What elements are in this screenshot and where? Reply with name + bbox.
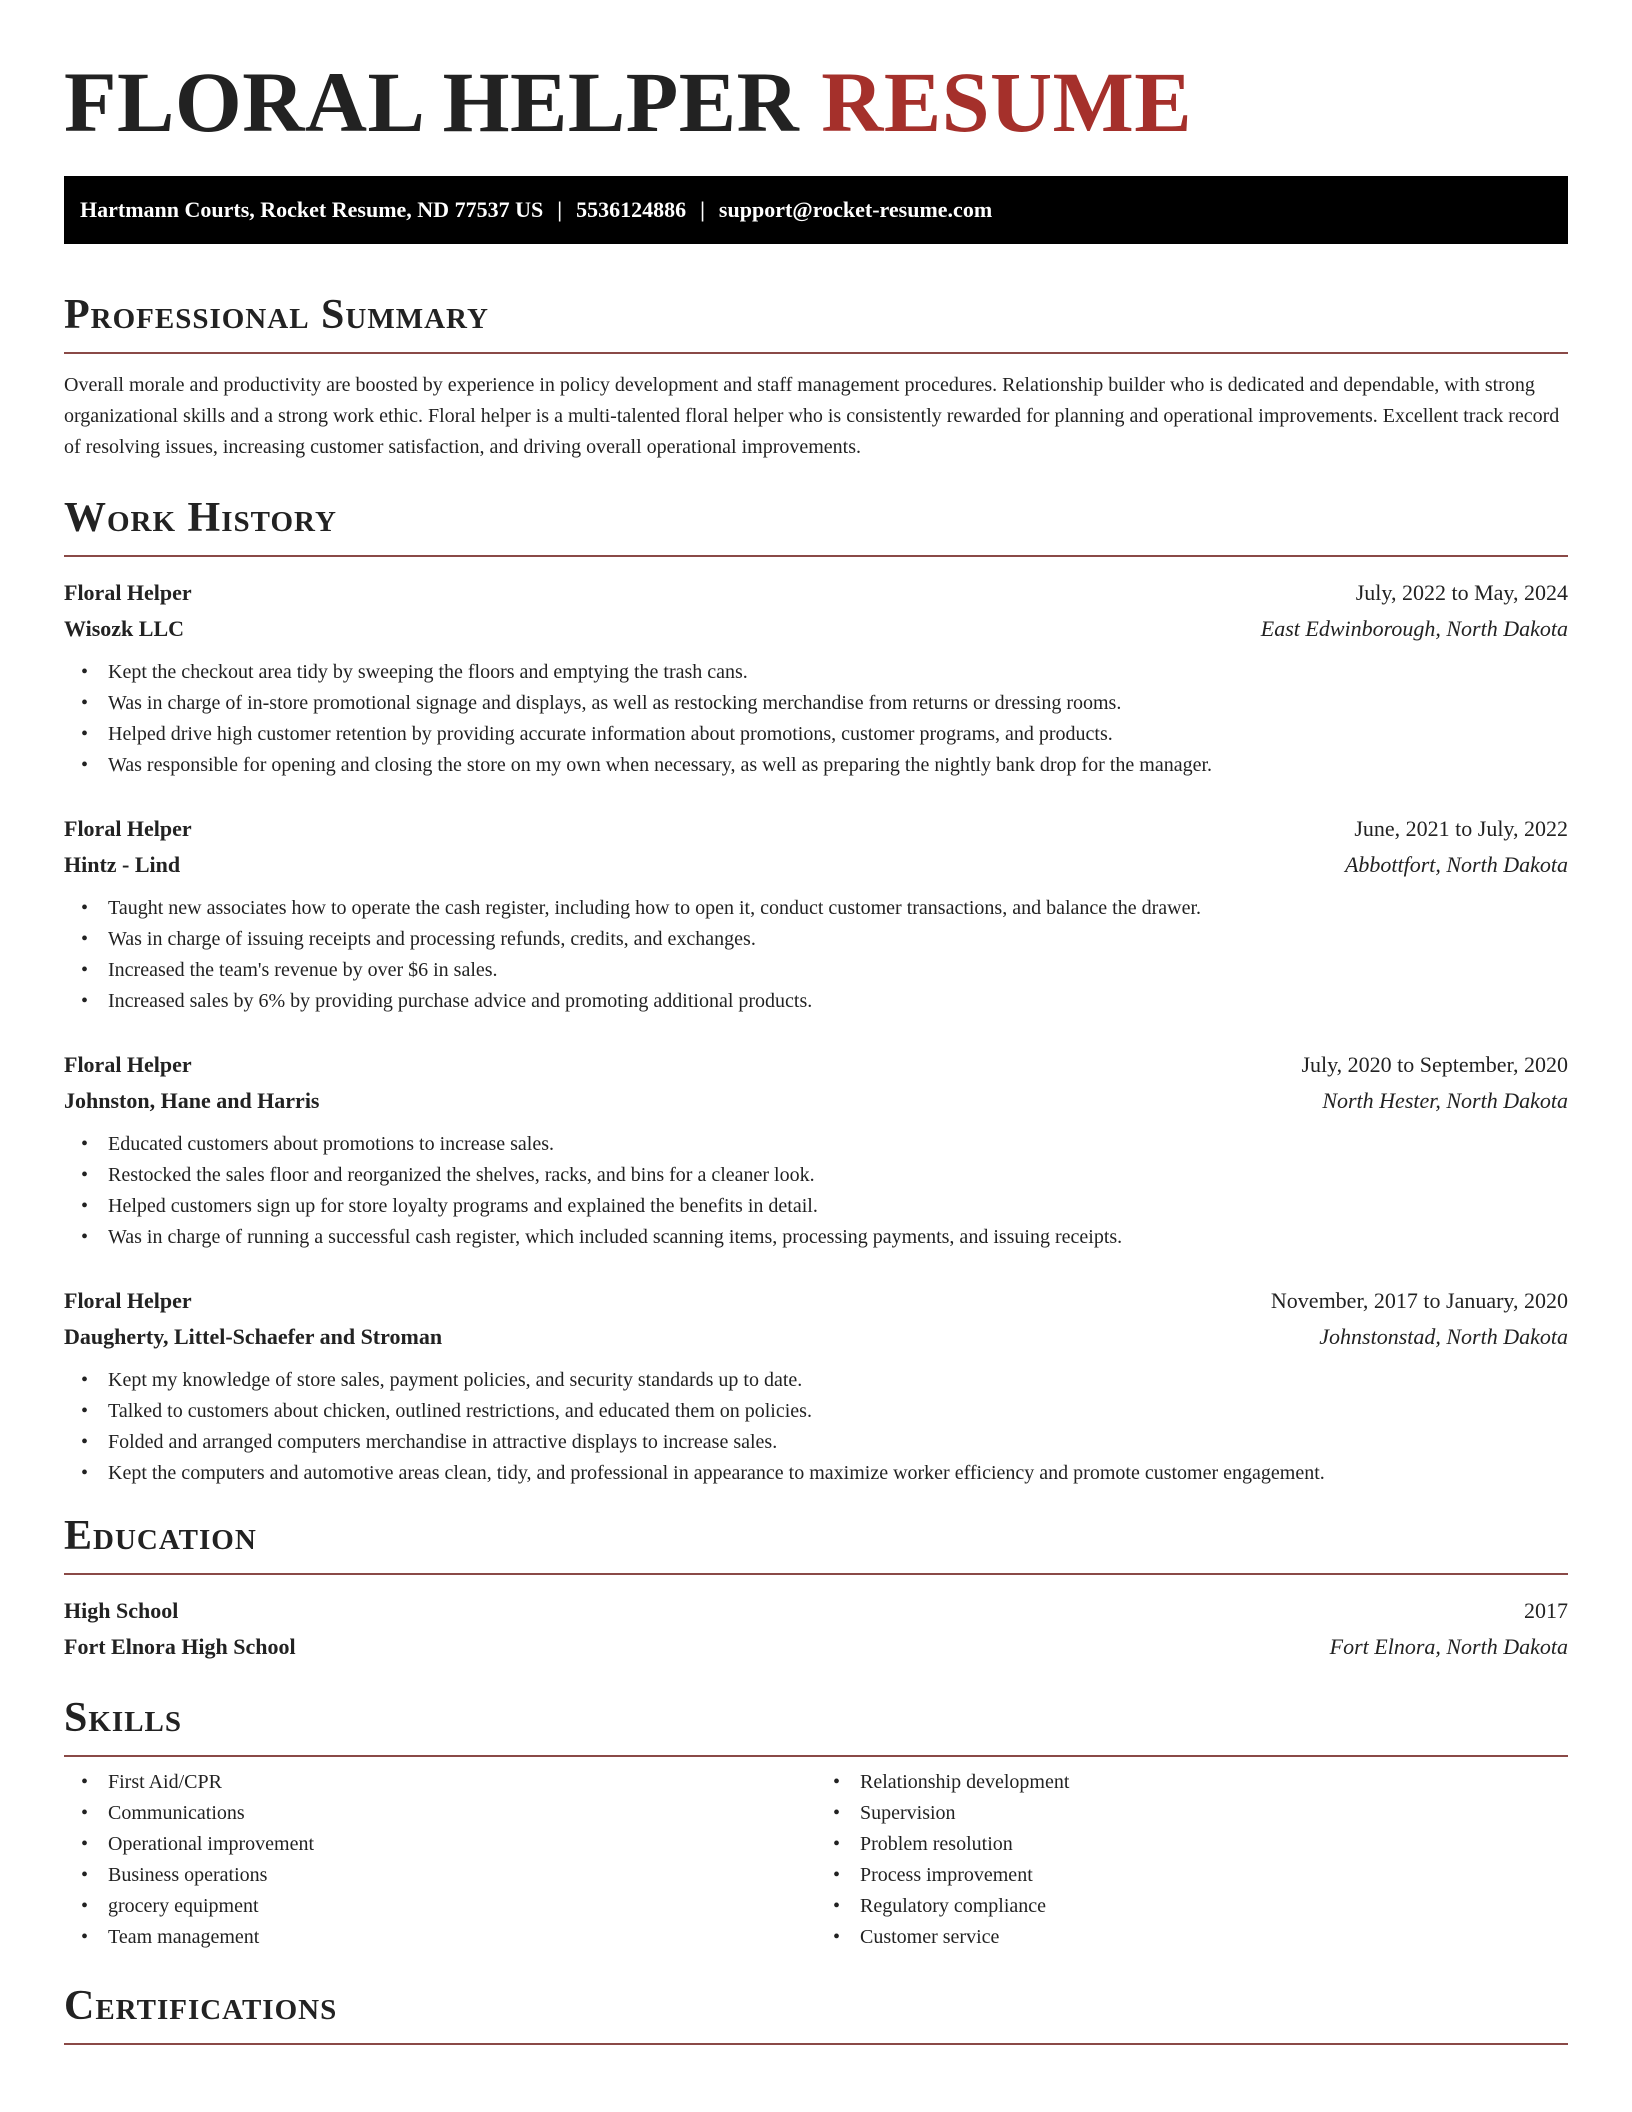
job-location: East Edwinborough, North Dakota <box>1260 616 1568 641</box>
list-item: • Kept the checkout area tidy by sweeping the floors and emptying the trash cans. <box>108 657 1568 688</box>
job-company: Wisozk LLC <box>64 616 185 641</box>
contact-email[interactable]: support@rocket-resume.com <box>718 197 993 222</box>
job-bullets <box>64 657 1568 781</box>
section-divider <box>64 2043 1568 2045</box>
title-accent: RESUME <box>821 54 1193 150</box>
skills-section <box>64 1693 1568 1953</box>
contact-separator: | <box>700 197 705 222</box>
summary-text: Overall morale and productivity are boosted by experience in policy development and staff management procedures. Relationship builder who is dedicated and dependable, with strong organizational skills and a strong work ethic. Floral helper is a multi-talented floral helper who is consistently rewarded for planning and operational improvements. Excellent track record of resolving issues, increasing customer satisfaction, and driving overall operational improvements. <box>64 374 1560 458</box>
list-item: • Was in charge of in-store promotional signage and displays, as well as restocking merchandise from returns or dressing rooms. <box>108 688 1568 719</box>
job-company: Daugherty, Littel-Schaefer and Stroman <box>64 1324 443 1349</box>
skill-item: • Operational improvement <box>108 1829 816 1860</box>
job-bullets <box>64 1129 1568 1253</box>
job-entry <box>64 575 1568 781</box>
contact-phone[interactable]: 5536124886 <box>576 197 687 222</box>
job-company: Johnston, Hane and Harris <box>64 1088 320 1113</box>
job-dates: November, 2017 to January, 2020 <box>1270 1288 1568 1313</box>
education-school: Fort Elnora High School <box>64 1634 296 1659</box>
education-location: Fort Elnora, North Dakota <box>1329 1634 1568 1659</box>
list-item: • Kept my knowledge of store sales, payment policies, and security standards up to date. <box>108 1365 1568 1396</box>
section-divider <box>64 1573 1568 1575</box>
skill-item: • grocery equipment <box>108 1891 816 1922</box>
list-item: • Helped customers sign up for store loyalty programs and explained the benefits in detail. <box>108 1191 1568 1222</box>
job-entry <box>64 811 1568 1017</box>
contact-separator: | <box>557 197 563 222</box>
education-entry <box>64 1593 1568 1665</box>
job-title: Floral Helper <box>64 1288 192 1313</box>
job-company: Hintz - Lind <box>64 852 181 877</box>
job-title: Floral Helper <box>64 580 192 605</box>
section-divider <box>64 1755 1568 1757</box>
skill-item: • Communications <box>108 1798 816 1829</box>
list-item: • Helped drive high customer retention by providing accurate information about promotions, customer programs, and products. <box>108 719 1568 750</box>
list-item: • Educated customers about promotions to increase sales. <box>108 1129 1568 1160</box>
skills-column-right <box>816 1767 1568 1953</box>
skills-grid <box>64 1767 1568 1953</box>
work-history-heading: Work History <box>64 495 337 541</box>
resume-title <box>64 52 1568 152</box>
list-item: • Increased the team's revenue by over $6 in sales. <box>108 955 1568 986</box>
job-entry <box>64 1047 1568 1253</box>
job-location: Abbottfort, North Dakota <box>1344 852 1568 877</box>
job-dates: July, 2022 to May, 2024 <box>1355 580 1568 605</box>
job-location: Johnstonstad, North Dakota <box>1319 1324 1568 1349</box>
contact-address: Hartmann Courts, Rocket Resume, ND 77537 US <box>80 197 544 222</box>
skill-item: • Relationship development <box>860 1767 1568 1798</box>
list-item: • Talked to customers about chicken, outlined restrictions, and educated them on policies. <box>108 1396 1568 1427</box>
education-heading: Education <box>64 1513 257 1559</box>
work-history-section <box>64 493 1568 1489</box>
list-item: • Was in charge of issuing receipts and processing refunds, credits, and exchanges. <box>108 924 1568 955</box>
skill-item: • Business operations <box>108 1860 816 1891</box>
list-item: • Folded and arranged computers merchandise in attractive displays to increase sales. <box>108 1427 1568 1458</box>
education-year: 2017 <box>1524 1598 1568 1623</box>
job-entry <box>64 1283 1568 1489</box>
certifications-section <box>64 1981 1568 2045</box>
job-location: North Hester, North Dakota <box>1322 1088 1568 1113</box>
job-bullets <box>64 893 1568 1017</box>
list-item: • Was in charge of running a successful cash register, which included scanning items, processing payments, and issuing receipts. <box>108 1222 1568 1253</box>
list-item: • Kept the computers and automotive areas clean, tidy, and professional in appearance to maximize worker efficiency and promote customer engagement. <box>108 1458 1568 1489</box>
job-bullets <box>64 1365 1568 1489</box>
job-title: Floral Helper <box>64 1052 192 1077</box>
skill-item: • Customer service <box>860 1922 1568 1953</box>
skill-item: • Supervision <box>860 1798 1568 1829</box>
list-item: • Was responsible for opening and closing the store on my own when necessary, as well as preparing the nightly bank drop for the manager. <box>108 750 1568 781</box>
summary-section <box>64 290 1568 463</box>
list-item: • Taught new associates how to operate the cash register, including how to open it, conduct customer transactions, and balance the drawer. <box>108 893 1568 924</box>
list-item: • Increased sales by 6% by providing purchase advice and promoting additional products. <box>108 986 1568 1017</box>
skill-item: • First Aid/CPR <box>108 1767 816 1798</box>
skills-heading: Skills <box>64 1695 183 1741</box>
certifications-heading: Certifications <box>64 1983 338 2029</box>
title-main: FLORAL HELPER <box>64 54 800 150</box>
contact-bar <box>64 176 1568 244</box>
education-degree: High School <box>64 1598 179 1623</box>
job-dates: June, 2021 to July, 2022 <box>1354 816 1568 841</box>
skill-item: • Process improvement <box>860 1860 1568 1891</box>
list-item: • Restocked the sales floor and reorganized the shelves, racks, and bins for a cleaner look. <box>108 1160 1568 1191</box>
job-dates: July, 2020 to September, 2020 <box>1301 1052 1568 1077</box>
section-divider <box>64 555 1568 557</box>
skill-item: • Problem resolution <box>860 1829 1568 1860</box>
section-divider <box>64 352 1568 354</box>
skill-item: • Regulatory compliance <box>860 1891 1568 1922</box>
education-section <box>64 1511 1568 1665</box>
skills-column-left <box>64 1767 816 1953</box>
summary-heading: Professional Summary <box>64 292 489 338</box>
skill-item: • Team management <box>108 1922 816 1953</box>
job-title: Floral Helper <box>64 816 192 841</box>
